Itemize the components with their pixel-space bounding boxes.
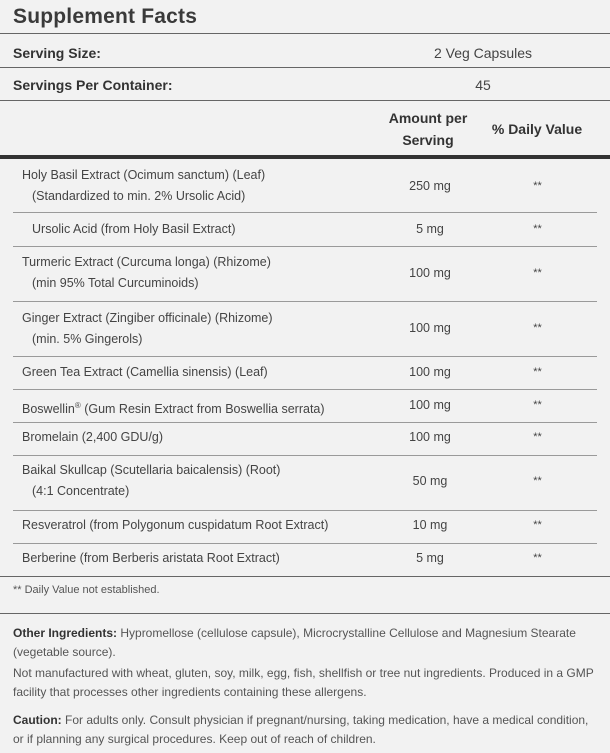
row-divider	[13, 301, 597, 302]
ingredient-name: Resveratrol (from Polygonum cuspidatum Root Extract)	[22, 518, 329, 532]
row-divider	[13, 543, 597, 544]
ingredient-name: Green Tea Extract (Camellia sinensis) (Leaf)	[22, 365, 268, 379]
ingredient-amount: 5 mg	[416, 551, 444, 565]
ingredient-daily-value: **	[533, 519, 542, 531]
ingredient-amount: 100 mg	[409, 430, 451, 444]
row-divider	[13, 422, 597, 423]
caution: Caution: For adults only. Consult physician if pregnant/nursing, taking medication, have a medical condition, or if planning any surgical procedures. Keep out of reach of children.	[13, 713, 589, 746]
ingredient-subtext: (Standardized to min. 2% Ursolic Acid)	[32, 189, 246, 203]
servings-per-container-value: 45	[475, 77, 491, 93]
ingredient-name: Ursolic Acid (from Holy Basil Extract)	[32, 222, 236, 236]
ingredient-subtext: (min 95% Total Curcuminoids)	[32, 276, 199, 290]
row-divider	[13, 246, 597, 247]
row-divider	[13, 510, 597, 511]
row-divider	[13, 455, 597, 456]
ingredient-amount: 10 mg	[412, 518, 448, 532]
ingredient-name: Berberine (from Berberis aristata Root Extract)	[22, 551, 280, 565]
divider	[0, 613, 610, 614]
registered-mark: ®	[74, 401, 81, 410]
ingredient-daily-value: **	[533, 431, 542, 443]
ingredient-daily-value: **	[533, 180, 542, 192]
row-divider	[13, 389, 597, 390]
amount-per-serving-header: Amount per Serving	[388, 110, 468, 148]
serving-size-value: 2 Veg Capsules	[433, 45, 533, 61]
allergen-note: Not manufactured with wheat, gluten, soy, milk, egg, fish, shellfish or tree nut ingredients. Produced in a GMP facility that processes other ingredients containing these allergens.	[13, 666, 594, 699]
serving-size-label: Serving Size:	[13, 45, 101, 61]
ingredient-subtext: (4:1 Concentrate)	[32, 484, 130, 498]
ingredient-amount: 100 mg	[409, 266, 451, 280]
daily-value-footnote: ** Daily Value not established.	[13, 584, 160, 596]
row-divider	[13, 356, 597, 357]
ingredient-daily-value: **	[533, 322, 542, 334]
page-title: Supplement Facts	[13, 5, 198, 28]
daily-value-header: % Daily Value	[491, 121, 583, 137]
ingredient-name: Baikal Skullcap (Scutellaria baicalensis) (Root) (4:1 Concentrate)	[22, 460, 280, 502]
servings-per-container-label: Servings Per Container:	[13, 77, 173, 93]
ingredient-name: Turmeric Extract (Curcuma longa) (Rhizome) (min 95% Total Curcuminoids)	[22, 252, 271, 294]
row-divider	[13, 212, 597, 213]
ingredient-daily-value: **	[533, 223, 542, 235]
other-ingredients: Other Ingredients: Hypromellose (cellulose capsule), Microcrystalline Cellulose and Magnesium Stearate (vegetable source).	[13, 626, 576, 659]
ingredient-daily-value: **	[533, 366, 542, 378]
ingredient-amount: 50 mg	[412, 474, 448, 488]
ingredient-daily-value: **	[533, 267, 542, 279]
ingredient-name: Bromelain (2,400 GDU/g)	[22, 430, 164, 444]
divider	[0, 67, 610, 68]
thick-divider	[0, 155, 610, 159]
ingredient-subtext: (min. 5% Gingerols)	[32, 332, 143, 346]
ingredient-daily-value: **	[533, 475, 542, 487]
ingredient-amount: 100 mg	[409, 398, 451, 412]
ingredient-amount: 100 mg	[409, 321, 451, 335]
ingredient-amount: 5 mg	[416, 222, 444, 236]
divider	[0, 33, 610, 34]
ingredient-daily-value: **	[533, 552, 542, 564]
divider	[0, 576, 610, 577]
ingredient-amount: 100 mg	[409, 365, 451, 379]
ingredient-name: Ginger Extract (Zingiber officinale) (Rhizome) (min. 5% Gingerols)	[22, 308, 273, 350]
caution-label: Caution:	[13, 713, 62, 727]
ingredient-amount: 250 mg	[409, 179, 451, 193]
divider	[0, 100, 610, 101]
ingredient-name: Holy Basil Extract (Ocimum sanctum) (Leaf) (Standardized to min. 2% Ursolic Acid)	[22, 165, 265, 207]
ingredient-daily-value: **	[533, 399, 542, 411]
ingredient-name: Boswellin® (Gum Resin Extract from Boswellia serrata)	[22, 401, 325, 417]
other-ingredients-label: Other Ingredients:	[13, 626, 118, 640]
